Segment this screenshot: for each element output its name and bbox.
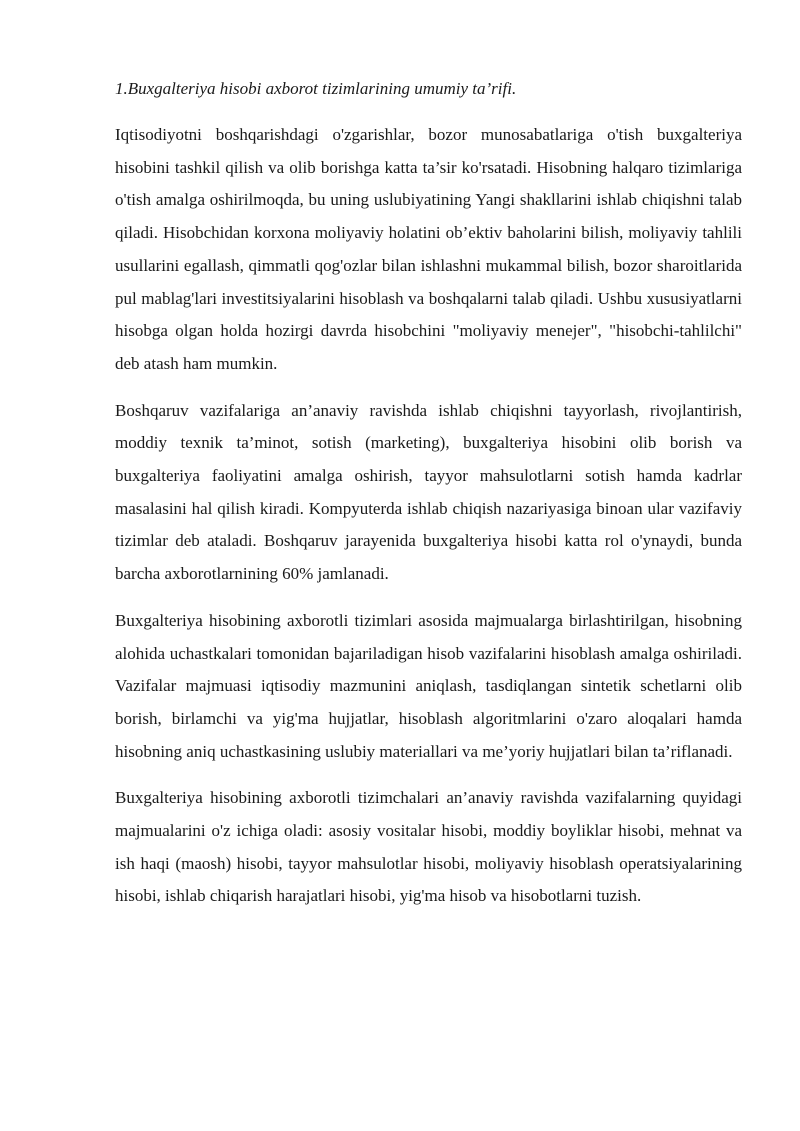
- section-heading: 1.Buxgalteriya hisobi axborot tizimlarining umumiy ta’rifi.: [115, 79, 517, 98]
- paragraph-4: Buxgalteriya hisobining axborotli tizimchalari an’anaviy ravishda vazifalarning quyidagi majmualarini o'z ichiga oladi: asosiy vositalar hisobi, moddiy boyliklar hisobi, mehnat va ish haqi (maosh) hisobi, tayyor mahsulotlar hisobi, moliyaviy hisoblash operatsiyalarining hisobi, ishlab chiqarish harajatlari hisobi, yig'ma hisob va hisobotlarni tuzish.: [115, 788, 742, 906]
- document-page: [115, 72, 742, 927]
- paragraph-2: Boshqaruv vazifalariga an’anaviy ravishda ishlab chiqishni tayyorlash, rivojlantirish, moddiy texnik ta’minot, sotish (marketing), buxgalteriya hisobini olib borish va buxgalteriya faoliyatini amalga oshirish, tayyor mahsulotlarni sotish hamda kadrlar masalasini hal qilish kiradi. Kompyuterda ishlab chiqish nazariyasiga binoan ular vazifaviy tizimlar deb ataladi. Boshqaruv jarayenida buxgalteriya hisobi katta rol o'ynaydi, bunda barcha axborotlarnining 60% jamlanadi.: [115, 400, 742, 584]
- paragraph-1: Iqtisodiyotni boshqarishdagi o'zgarishlar, bozor munosabatlariga o'tish buxgalteriya hisobini tashkil qilish va olib borishga katta ta’sir ko'rsatadi. Hisobning halqaro tizimlariga o'tish amalga oshirilmoqda, bu uning uslubiyatining Yangi shakllarini ishlab chiqishni talab qiladi. Hisobchidan korxona moliyaviy holatini ob’ektiv baholarini bilish, moliyaviy tahlili usullarini egallash, qimmatli qog'ozlar bilan ishlashni mukammal bilish, bozor sharoitlarida pul mablag'lari investitsiyalarini hisoblash va boshqalarni talab qiladi. Ushbu xususiyatlarni hisobga olgan holda hozirgi davrda hisobchini "moliyaviy menejer", "hisobchi-tahlilchi" deb atash ham mumkin.: [115, 125, 742, 373]
- paragraph-3: Buxgalteriya hisobining axborotli tizimlari asosida majmualarga birlashtirilgan, hisobning alohida uchastkalari tomonidan bajariladigan hisob vazifalarini hisoblash amalga oshiriladi. Vazifalar majmuasi iqtisodiy mazmunini aniqlash, tasdiqlangan sintetik schetlarni olib borish, birlamchi va yig'ma hujjatlar, hisoblash algoritmlarini o'zaro aloqalari hamda hisobning aniq uchastkasining uslubiy materiallari va me’yoriy hujjatlari bilan ta’riflanadi.: [115, 610, 742, 761]
